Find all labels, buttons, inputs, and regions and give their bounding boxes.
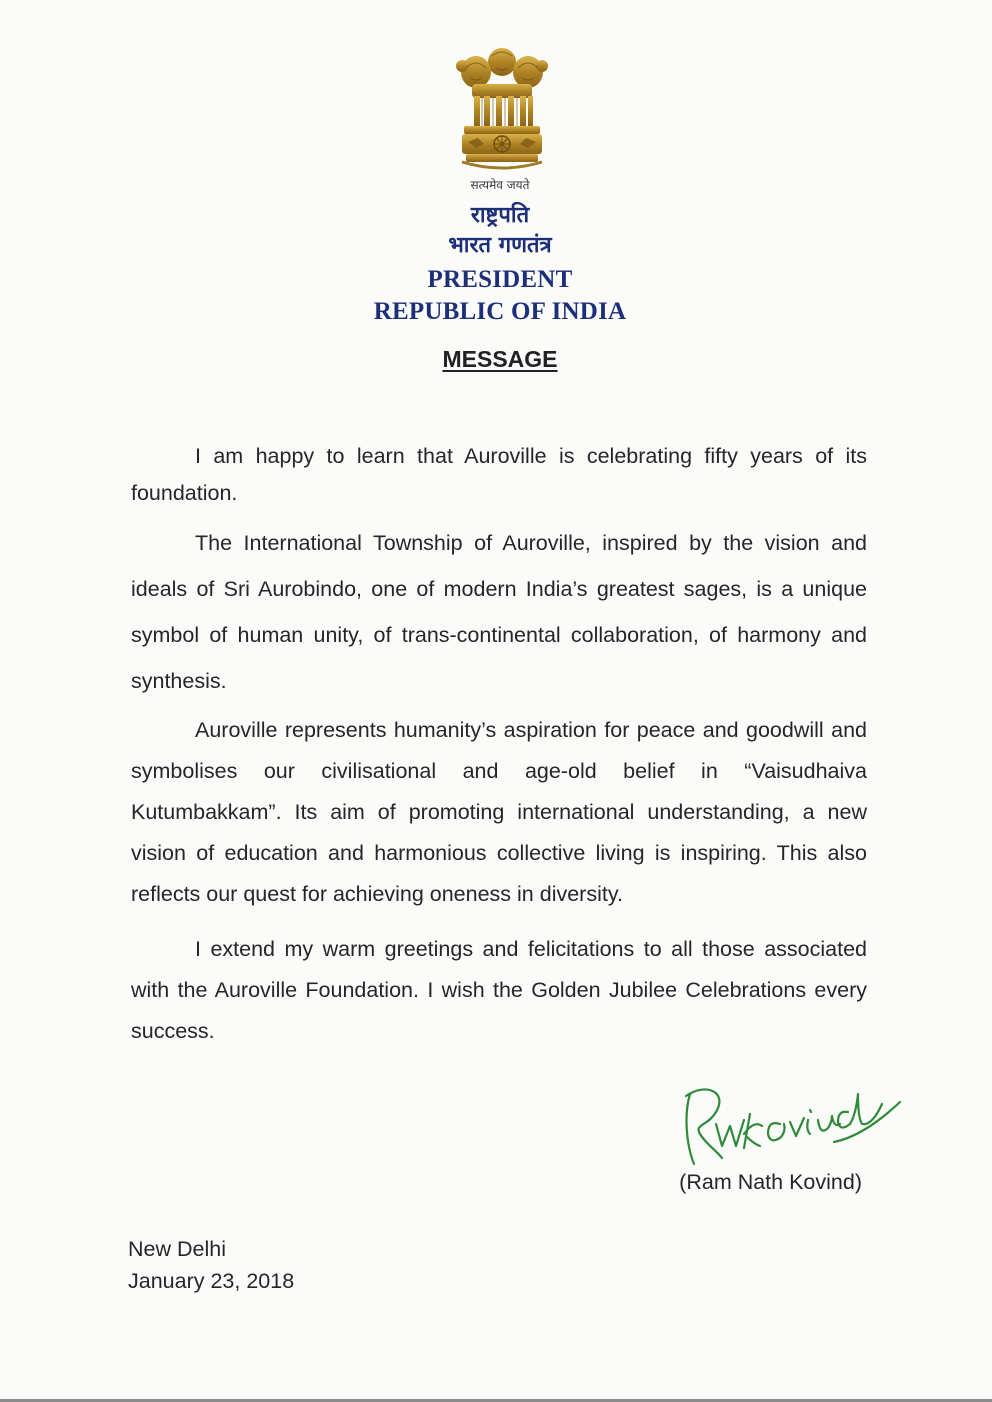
message-heading: MESSAGE — [442, 346, 558, 372]
message-body — [131, 438, 867, 1052]
title-hindi-republic: भारत गणतंत्र — [448, 233, 552, 258]
place: New Delhi — [128, 1237, 226, 1261]
signatory-name: (Ram Nath Kovind) — [679, 1170, 862, 1194]
paragraph: Auroville represents humanity’s aspiration for peace and goodwill and symbolises our civilisational and age-old belief in “Vaisudhaiva Kutumbakkam”. Its aim of promoting international understanding, a new vision of education and harmonious collective living is inspiring. This also reflects our quest for achieving oneness in diversity. — [131, 718, 867, 906]
title-english-republic: REPUBLIC OF INDIA — [373, 298, 627, 325]
signature-mark — [676, 1064, 912, 1178]
emblem-motto: सत्यमेव जयते — [470, 178, 530, 192]
paragraph: I am happy to learn that Auroville is celebrating fifty years of its foundation. — [131, 444, 867, 505]
paragraph: I extend my warm greetings and felicitations to all those associated with the Auroville Foundation. I wish the Golden Jubilee Celebrations every success. — [131, 937, 867, 1043]
paragraph: The International Township of Auroville, inspired by the vision and ideals of Sri Aurobindo, one of modern India’s greatest sages, is a unique symbol of human unity, of trans-continental collaboration, of harmony and synthesis. — [131, 531, 867, 693]
title-english-president: PRESIDENT — [427, 266, 573, 293]
national-emblem-icon — [452, 44, 552, 176]
date: January 23, 2018 — [128, 1269, 295, 1293]
title-hindi-president: राष्ट्रपति — [470, 203, 530, 228]
